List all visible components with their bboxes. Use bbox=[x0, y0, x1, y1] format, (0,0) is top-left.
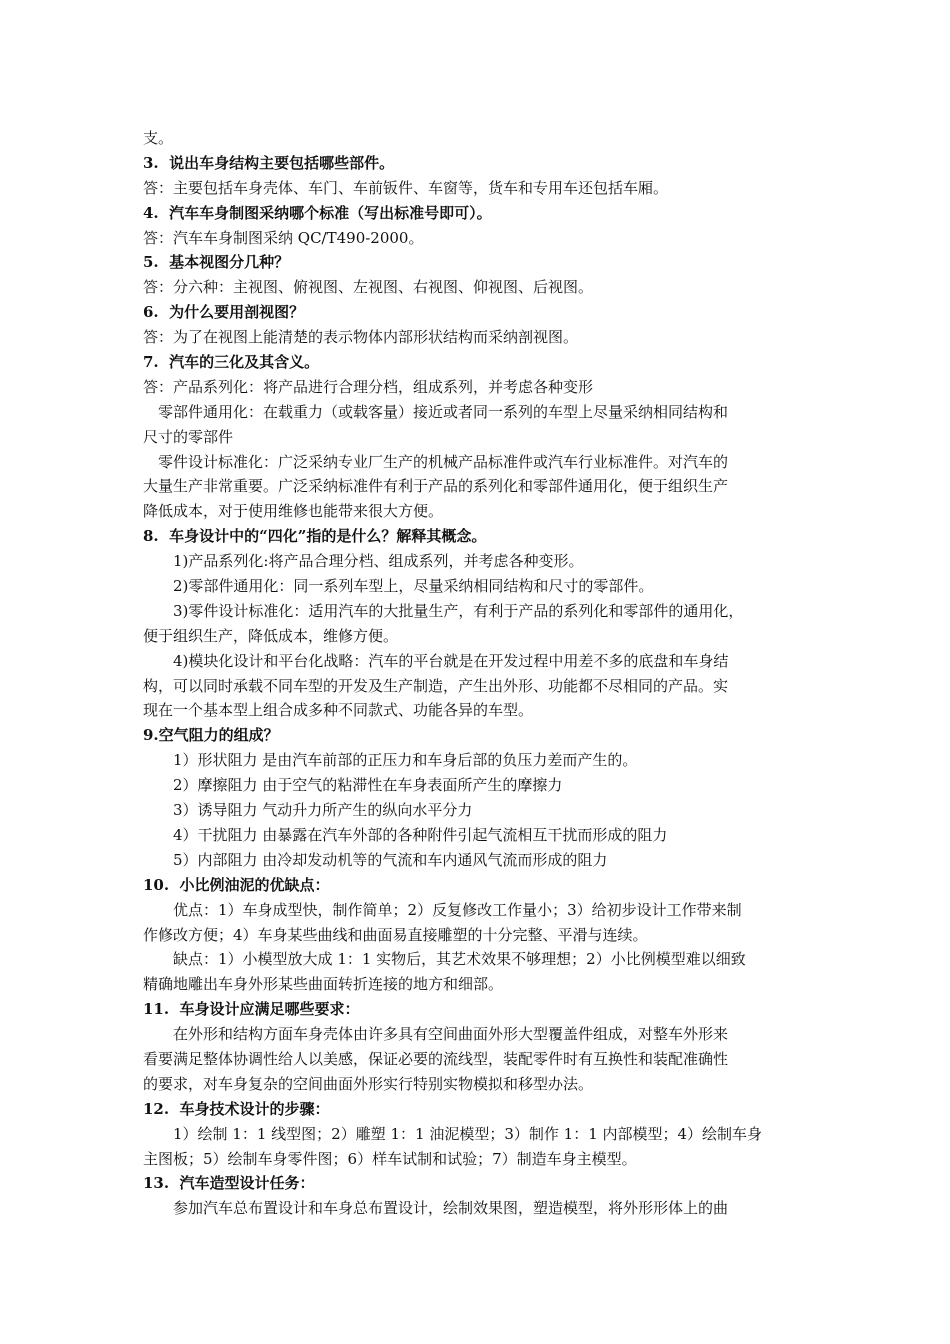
answer-line: 在外形和结构方面车身壳体由许多具有空间曲面外形大型覆盖件组成，对整车外形来 bbox=[173, 1025, 729, 1044]
text-line: 支。 bbox=[143, 129, 174, 147]
answer-line: 零件设计标准化：广泛采纳专业厂生产的机械产品标准件或汽车行业标准件。对汽车的 bbox=[158, 452, 729, 471]
question-heading: 7. 汽车的三化及其含义。 bbox=[143, 353, 320, 372]
answer-line: 零部件通用化：在载重力（或载客量）接近或者同一系列的车型上尽量采纳相同结构和 bbox=[158, 402, 729, 421]
question-heading: 3. 说出车身结构主要包括哪些部件。 bbox=[143, 153, 395, 172]
answer-line: 答：主要包括车身壳体、车门、车前钣件、车窗等，货车和专用车还包括车厢。 bbox=[143, 178, 669, 197]
answer-line: 作修改方便；4）车身某些曲线和曲面易直接雕塑的十分完整、平滑与连续。 bbox=[143, 925, 648, 944]
answer-line: 便于组织生产，降低成本，维修方便。 bbox=[143, 626, 399, 645]
list-item: 1)产品系列化:将产品合理分档、组成系列，并考虑各种变形。 bbox=[173, 552, 584, 571]
answer-line: 主图板；5）绘制车身零件图；6）样车试制和试验；7）制造车身主模型。 bbox=[143, 1149, 637, 1168]
answer-line: 1）绘制 1：1 线型图；2）雕塑 1：1 油泥模型；3）制作 1：1 内部模型；4）绘制车身 bbox=[173, 1124, 763, 1143]
answer-line: 优点：1）车身成型快，制作简单；2）反复修改工作量小；3）给初步设计工作带来制 bbox=[173, 900, 742, 919]
answer-line: 答：为了在视图上能清楚的表示物体内部形状结构而采纳剖视图。 bbox=[143, 328, 579, 347]
question-heading: 11. 车身设计应满足哪些要求： bbox=[143, 1000, 360, 1019]
document-page bbox=[143, 126, 815, 1221]
question-heading: 9.空气阻力的组成？ bbox=[143, 726, 279, 745]
answer-line: 大量生产非常重要。广泛采纳标准件有利于产品的系列化和零部件通用化，便于组织生产 bbox=[143, 477, 729, 496]
list-item: 3）诱导阻力 气动升力所产生的纵向水平分力 bbox=[173, 801, 473, 820]
list-item: 5）内部阻力 由冷却发动机等的气流和车内通风气流而形成的阻力 bbox=[173, 850, 608, 869]
answer-line: 答：产品系列化：将产品进行合理分档，组成系列，并考虑各种变形 bbox=[143, 377, 594, 396]
question-heading: 10. 小比例油泥的优缺点： bbox=[143, 875, 330, 894]
answer-line: 答：分六种：主视图、俯视图、左视图、右视图、仰视图、后视图。 bbox=[143, 278, 594, 297]
answer-line: 缺点：1）小模型放大成 1：1 实物后，其艺术效果不够理想；2）小比例模型难以细致 bbox=[173, 950, 746, 969]
answer-line: 构，可以同时承载不同车型的开发及生产制造，产生出外形、功能都不尽相同的产品。实 bbox=[143, 676, 729, 695]
question-heading: 5. 基本视图分几种？ bbox=[143, 253, 290, 272]
list-item: 1）形状阻力 是由汽车前部的正压力和车身后部的负压力差而产生的。 bbox=[173, 751, 638, 770]
answer-line: 精确地雕出车身外形某些曲面转折连接的地方和细部。 bbox=[143, 975, 504, 994]
answer-line: 的要求，对车身复杂的空间曲面外形实行特别实物模拟和移型办法。 bbox=[143, 1074, 594, 1093]
question-heading: 4. 汽车车身制图采纳哪个标准（写出标准号即可）。 bbox=[143, 203, 492, 222]
list-item: 2)零部件通用化：同一系列车型上，尽量采纳相同结构和尺寸的零部件。 bbox=[173, 577, 654, 596]
question-heading: 13. 汽车造型设计任务： bbox=[143, 1174, 315, 1193]
answer-line: 参加汽车总布置设计和车身总布置设计，绘制效果图，塑造模型，将外形形体上的曲 bbox=[173, 1199, 729, 1218]
answer-line: 看要满足整体协调性给人以美感，保证必要的流线型，装配零件时有互换性和装配准确性 bbox=[143, 1049, 729, 1068]
list-item: 2）摩擦阻力 由于空气的粘滞性在车身表面所产生的摩擦力 bbox=[173, 776, 563, 795]
answer-line: 现在一个基本型上组合成多种不同款式、功能各异的车型。 bbox=[143, 701, 534, 720]
answer-line: 答：汽车车身制图采纳 QC/T490-2000。 bbox=[143, 228, 424, 247]
question-heading: 12. 车身技术设计的步骤： bbox=[143, 1099, 330, 1118]
question-heading: 8. 车身设计中的“四化”指的是什么？解释其概念。 bbox=[143, 527, 487, 546]
list-item: 3)零件设计标准化：适用汽车的大批量生产，有利于产品的系列化和零部件的通用化， bbox=[173, 601, 744, 620]
list-item: 4)模块化设计和平台化战略：汽车的平台就是在开发过程中用差不多的底盘和车身结 bbox=[173, 651, 729, 670]
answer-line: 尺寸的零部件 bbox=[143, 427, 234, 446]
answer-line: 降低成本，对于使用维修也能带来很大方便。 bbox=[143, 502, 444, 521]
list-item: 4）干扰阻力 由暴露在汽车外部的各种附件引起气流相互干扰而形成的阻力 bbox=[173, 825, 668, 844]
question-heading: 6. 为什么要用剖视图？ bbox=[143, 303, 305, 322]
